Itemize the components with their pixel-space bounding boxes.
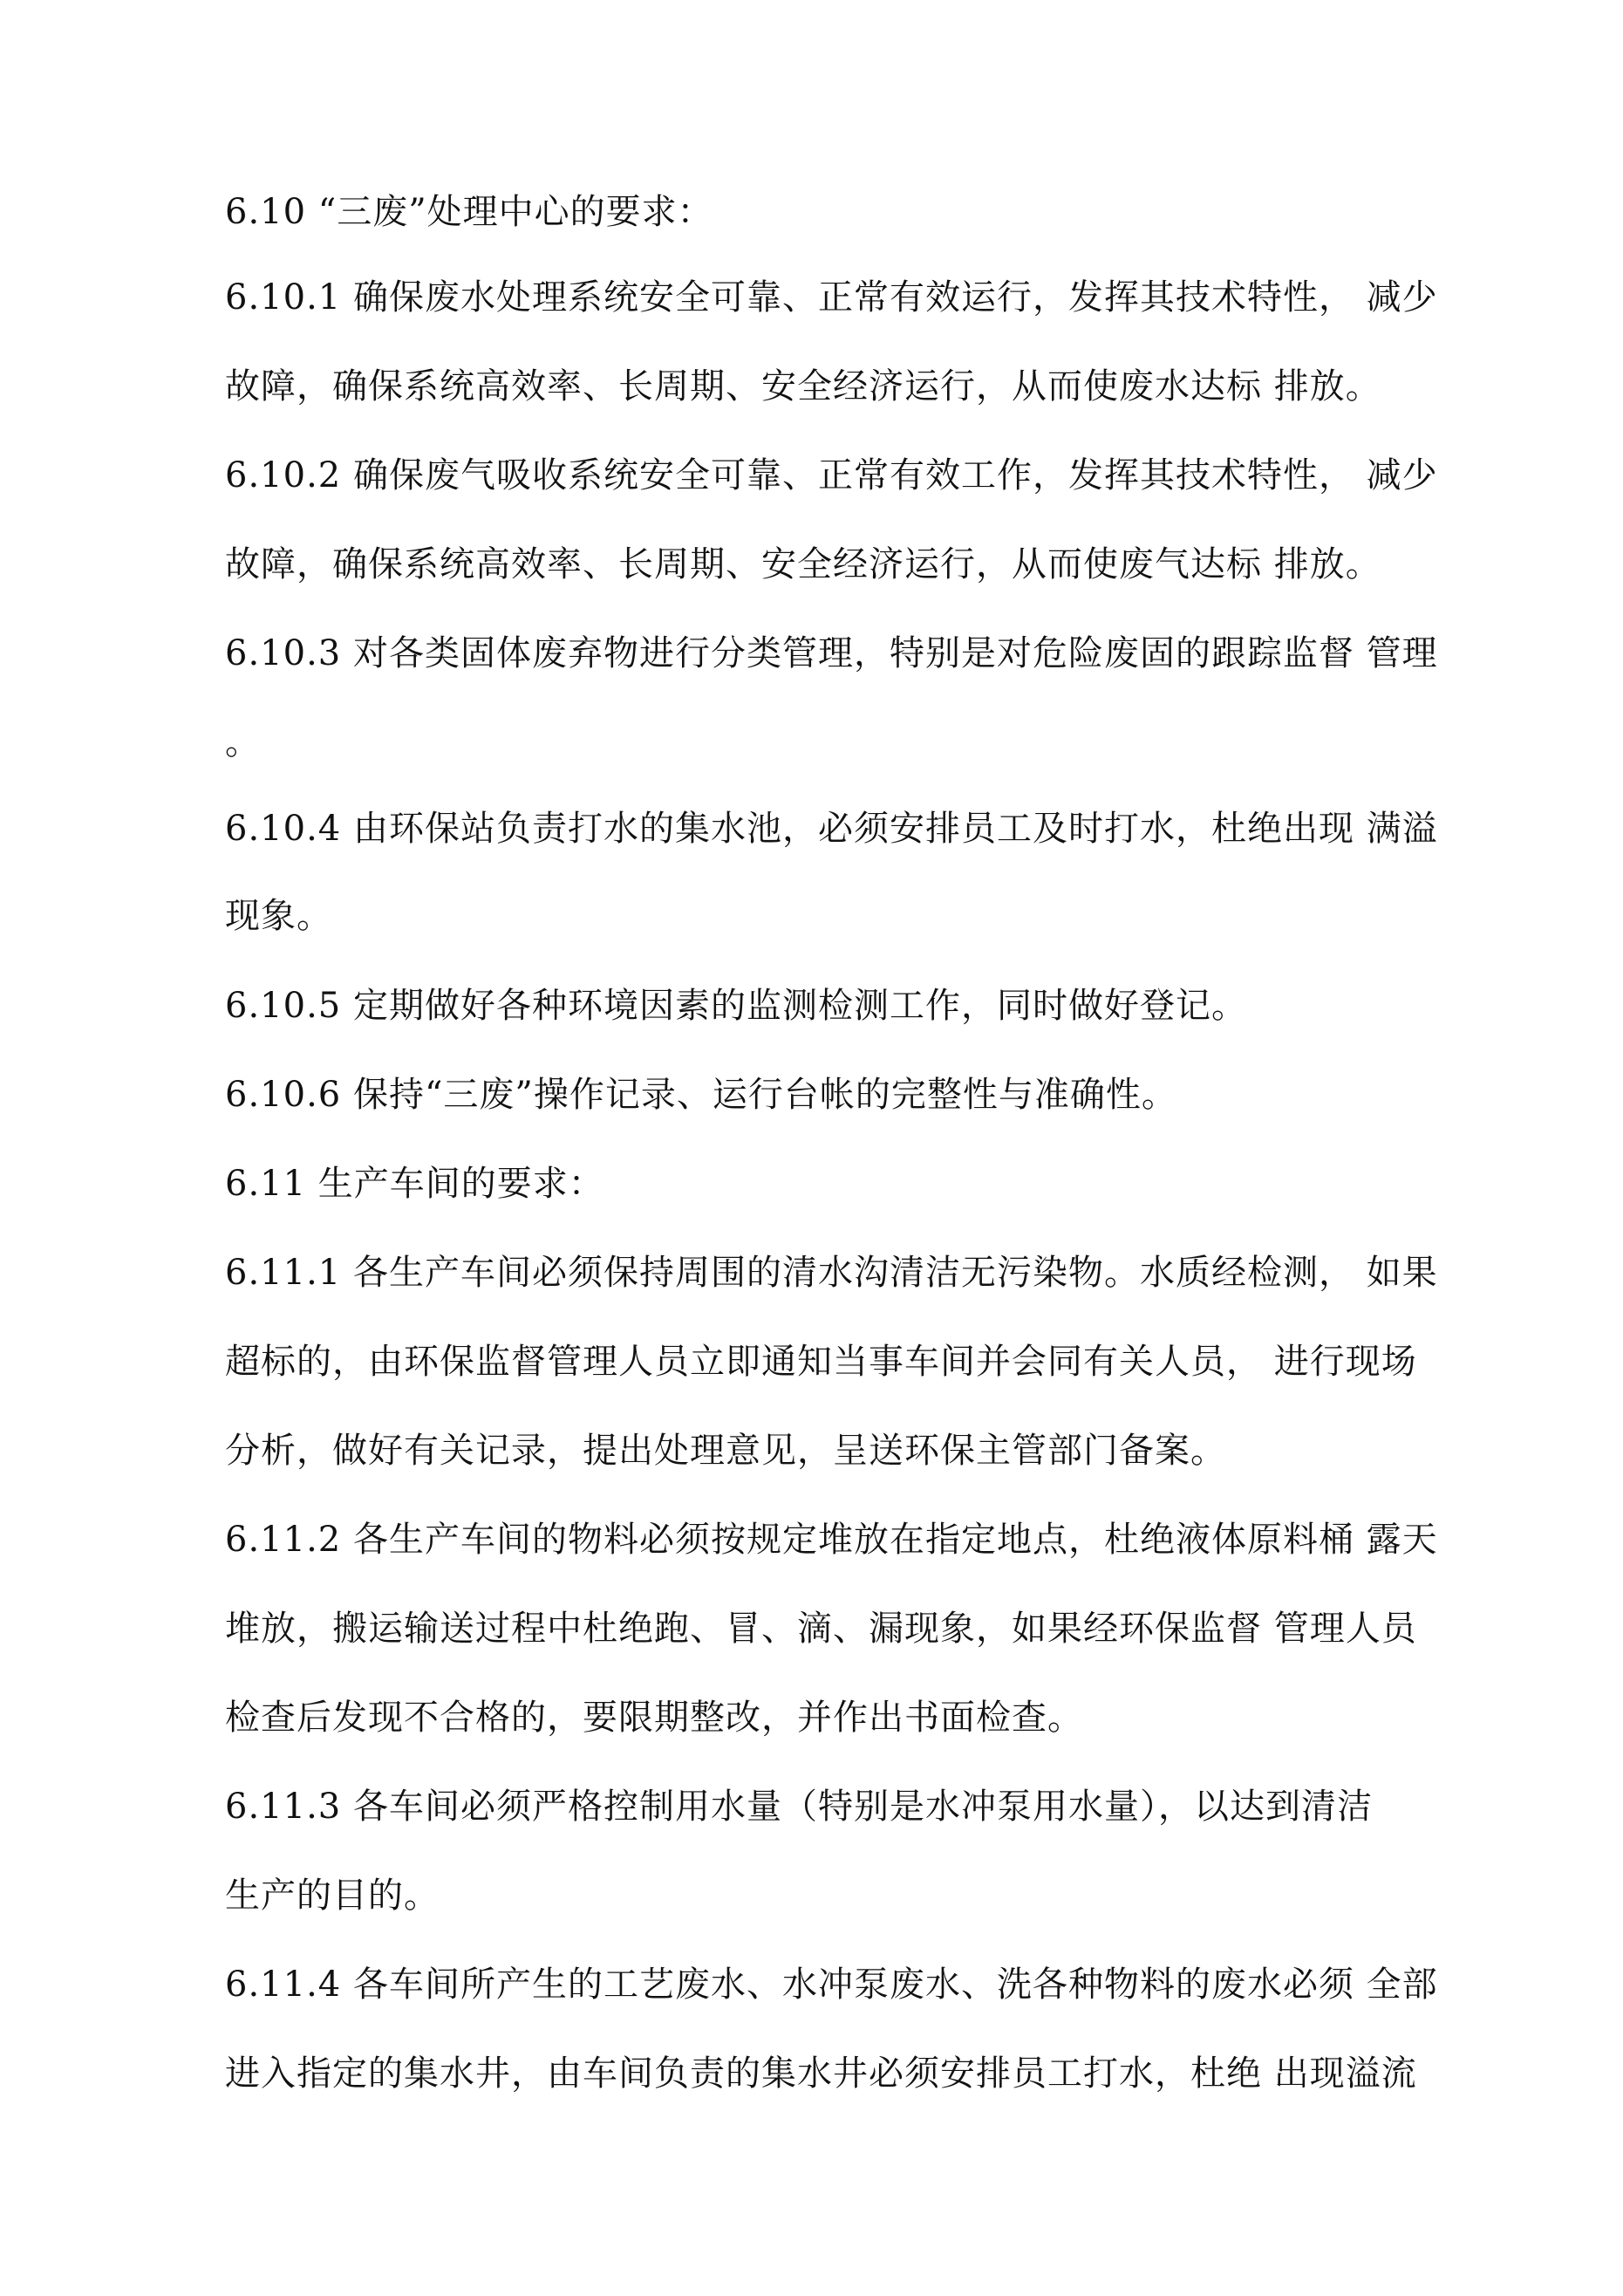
section-heading-6-11: 6.11 生产车间的要求： bbox=[225, 1164, 604, 1204]
paragraph-line: 进入指定的集水井，由车间负责的集水井必须安排员工打水，杜绝 出现溢流 bbox=[225, 2053, 1417, 2094]
paragraph-line: 6.10.3 对各类固体废弃物进行分类管理，特别是对危险废固的跟踪监督 管理 bbox=[225, 633, 1438, 673]
paragraph-line: 超标的，由环保监督管理人员立即通知当事车间并会同有关人员， 进行现场 bbox=[225, 1342, 1417, 1382]
paragraph-line: 6.11.3 各车间必须严格控制用水量（特别是水冲泵用水量），以达到清洁 bbox=[225, 1787, 1373, 1827]
paragraph-line: 6.10.1 确保废水处理系统安全可靠、正常有效运行，发挥其技术特性， 减少 bbox=[225, 277, 1438, 318]
paragraph-line: 6.10.5 定期做好各种环境因素的监测检测工作，同时做好登记。 bbox=[225, 986, 1247, 1026]
paragraph-line: 检查后发现不合格的，要限期整改，并作出书面检查。 bbox=[225, 1698, 1083, 1738]
paragraph-line: 6.10.2 确保废气吸收系统安全可靠、正常有效工作，发挥其技术特性， 减少 bbox=[225, 455, 1438, 495]
paragraph-line: 生产的目的。 bbox=[225, 1876, 440, 1916]
section-heading-6-10: 6.10 “三废”处理中心的要求： bbox=[225, 192, 713, 232]
paragraph-line: 6.10.4 由环保站负责打水的集水池，必须安排员工及时打水，杜绝出现 满溢 bbox=[225, 809, 1438, 849]
paragraph-line: 堆放，搬运输送过程中杜绝跑、冒、滴、漏现象，如果经环保监督 管理人员 bbox=[225, 1609, 1417, 1649]
paragraph-line: 故障，确保系统高效率、长周期、安全经济运行，从而使废气达标 排放。 bbox=[225, 544, 1381, 584]
paragraph-line: 6.11.4 各车间所产生的工艺废水、水冲泵废水、洗各种物料的废水必须 全部 bbox=[225, 1965, 1438, 2005]
paragraph-line: 分析，做好有关记录，提出处理意见，呈送环保主管部门备案。 bbox=[225, 1431, 1226, 1471]
paragraph-line: 现象。 bbox=[225, 896, 332, 936]
paragraph-line: 6.11.2 各生产车间的物料必须按规定堆放在指定地点，杜绝液体原料桶 露天 bbox=[225, 1520, 1438, 1560]
paragraph-line: 6.10.6 保持“三废”操作记录、运行台帐的完整性与准确性。 bbox=[225, 1075, 1177, 1115]
paragraph-line: 故障，确保系统高效率、长周期、安全经济运行，从而使废水达标 排放。 bbox=[225, 366, 1381, 407]
paragraph-line: 。 bbox=[225, 722, 261, 762]
paragraph-line: 6.11.1 各生产车间必须保持周围的清水沟清洁无污染物。水质经检测， 如果 bbox=[225, 1253, 1438, 1293]
